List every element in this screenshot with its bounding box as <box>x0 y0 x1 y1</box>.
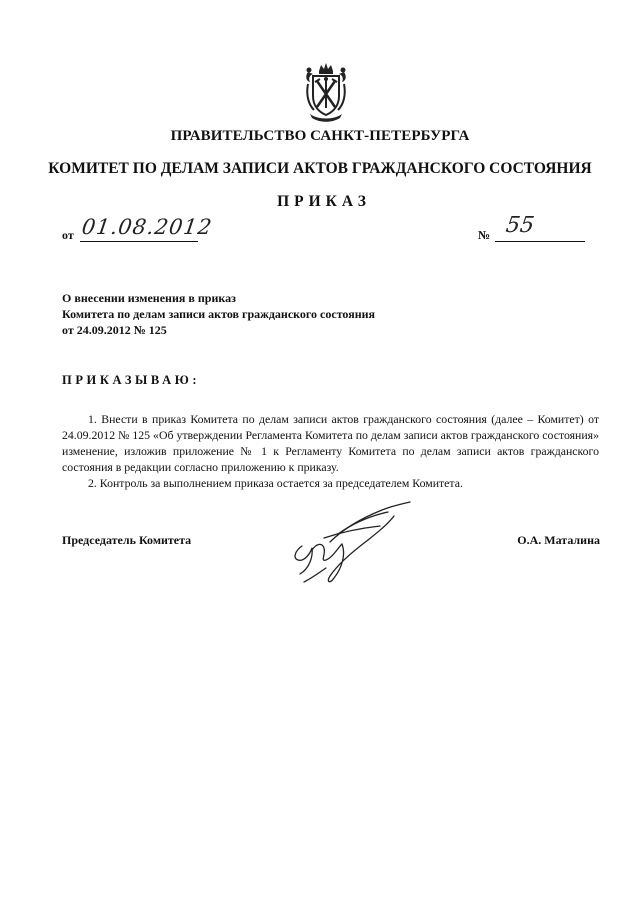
handwritten-number: 55 <box>504 213 536 238</box>
subject-line: от 24.09.2012 № 125 <box>62 323 167 337</box>
order-body <box>62 411 599 491</box>
coat-of-arms-icon <box>302 62 350 124</box>
handwritten-date: 01.08.2012 <box>80 215 214 239</box>
committee-title: КОМИТЕТ ПО ДЕЛАМ ЗАПИСИ АКТОВ ГРАЖДАНСКОГО СОСТОЯНИЯ <box>48 160 592 177</box>
signature-icon <box>282 498 414 590</box>
number-prefix-label: № <box>478 228 491 242</box>
document-type-title: ПРИКАЗ <box>277 193 371 210</box>
government-title: ПРАВИТЕЛЬСТВО САНКТ-ПЕТЕРБУРГА <box>170 128 470 144</box>
order-subject <box>62 290 375 338</box>
signer-position: Председатель Комитета <box>62 533 192 547</box>
date-prefix-label: от <box>62 228 74 242</box>
subject-line: О внесении изменения в приказ <box>62 291 236 305</box>
order-paragraph: 2. Контроль за выполнением приказа остается за председателем Комитета. <box>88 476 463 491</box>
order-directive-heading: ПРИКАЗЫВАЮ: <box>62 373 201 387</box>
signer-name: О.А. Маталина <box>517 533 600 547</box>
number-underline <box>495 241 585 242</box>
order-paragraph: 1. Внести в приказ Комитета по делам записи актов гражданского состояния (далее – Комитет) от 24.09.2012 № 125 «Об утверждении Регламента Комитета по делам записи актов гражданского состояния» изменение, изложив приложение № 1 к Регламенту Комитета по делам записи актов гражданского состояния в редакции согласно приложению к приказу. <box>62 412 599 475</box>
date-underline <box>80 241 198 242</box>
subject-line: Комитета по делам записи актов гражданского состояния <box>62 307 376 321</box>
